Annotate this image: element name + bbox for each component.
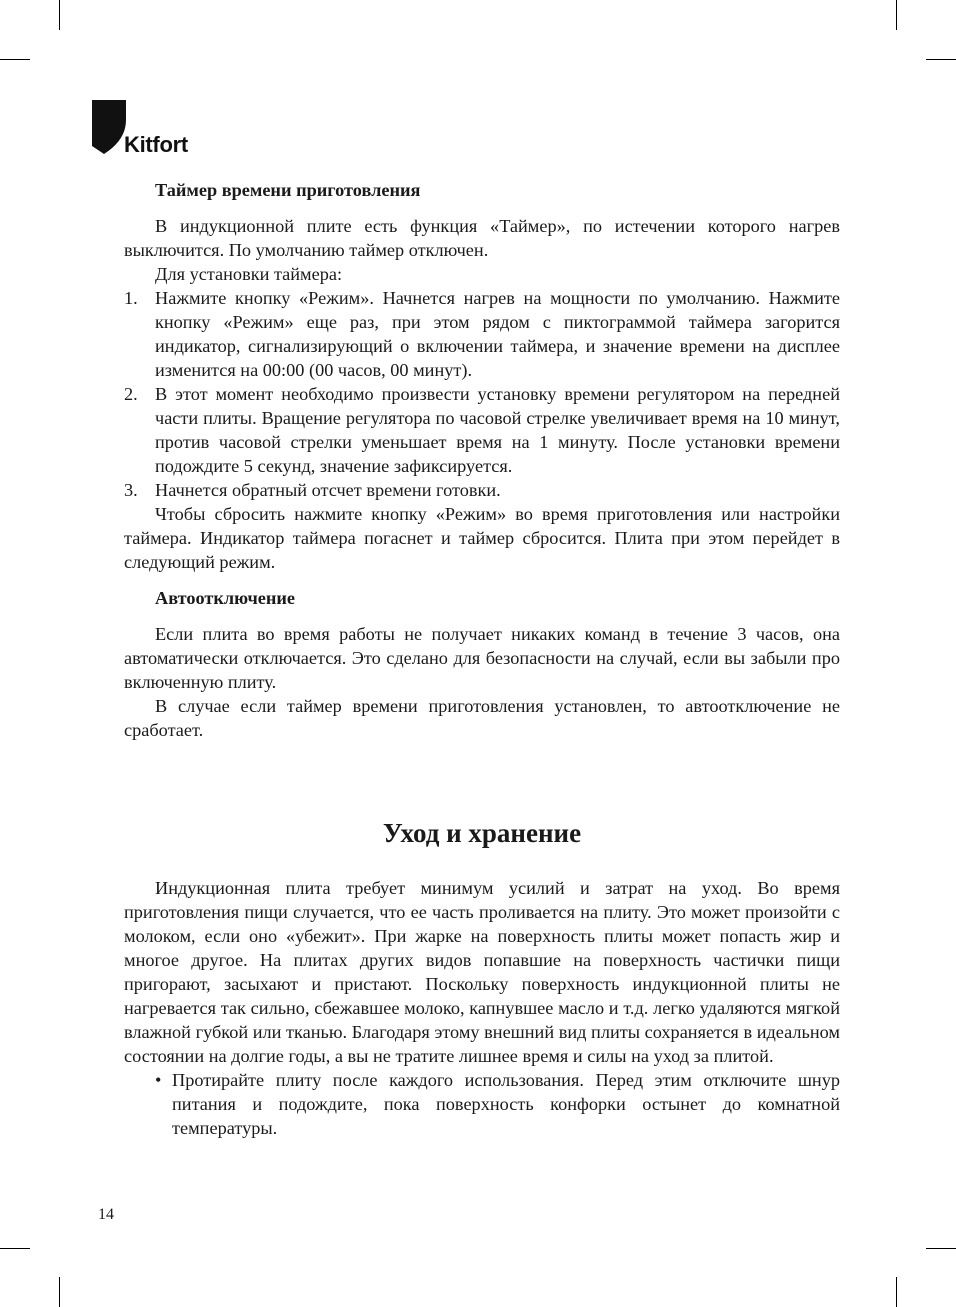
crop-mark (896, 0, 897, 30)
crop-mark (59, 1277, 60, 1307)
list-number: 1. (124, 288, 138, 308)
crop-mark (0, 59, 30, 60)
care-paragraph: Индукционная плита требует минимум усилий и затрат на уход. Во время приготовления пищи случается, что ее часть проливается на плиту. Это может произойти с молоком, если оно «убежит». При жарке на поверхность плиты может попасть жир и многое другое. На плитах других видов попавшие на поверхность частички пищи пригорают, засыхают и пристают. Поскольку поверхность индукционной плиты не нагревается так сильно, сбежавшее молоко, капнувшее масло и т.д. легко удаляются мягкой влажной губкой или тканью. Благодаря этому внешний вид плиты сохраняется в идеальном состоянии на долгие годы, а вы не тратите лишнее время и силы на уход за плитой. (124, 878, 840, 1066)
kitfort-logo-mark-icon (92, 100, 126, 156)
crop-mark (0, 1248, 30, 1249)
brand-name: Kitfort (124, 132, 188, 157)
timer-steps (124, 286, 840, 502)
list-text: Протирайте плиту после каждого использования. Перед этим отключите шнур питания и подождите, пока поверхность конфорки остынет до комнатной температуры. (172, 1070, 840, 1138)
timer-intro: В индукционной плите есть функция «Таймер», по истечении которого нагрев выключится. По умолчанию таймер отключен. (124, 216, 840, 260)
timer-reset-text: Чтобы сбросить нажмите кнопку «Режим» во время приготовления или настройки таймера. Индикатор таймера погаснет и таймер сбросится. Плита при этом перейдет в следующий режим. (124, 504, 840, 572)
list-item (124, 286, 840, 382)
list-number: 2. (124, 384, 138, 404)
page-content (124, 178, 840, 1140)
care-title: Уход и хранение (382, 818, 582, 848)
timer-setup-label: Для установки таймера: (155, 264, 343, 284)
list-text: Начнется обратный отсчет времени готовки. (155, 480, 501, 500)
list-item (124, 382, 840, 478)
crop-mark (926, 1248, 956, 1249)
care-bullets (124, 1068, 840, 1140)
list-text: В этот момент необходимо произвести установку времени регулятором на передней части плиты. Вращение регулятора по часовой стрелке увеличивает время на 10 минут, против часовой стрелки уменьшает время на 1 минуту. После установки времени подождите 5 секунд, значение зафиксируется. (155, 384, 840, 476)
page-number: 14 (98, 1206, 114, 1223)
list-text: Нажмите кнопку «Режим». Начнется нагрев на мощности по умолчанию. Нажмите кнопку «Режим» еще раз, при этом рядом с пиктограммой таймера загорится индикатор, сигнализирующий о включении таймера, и значение времени на дисплее изменится на 00:00 (00 часов, 00 минут). (155, 288, 840, 380)
autooff-heading: Автоотключение (155, 588, 296, 608)
list-item (124, 478, 840, 502)
list-item (124, 1068, 840, 1140)
bullet-icon: • (155, 1070, 162, 1090)
crop-mark (926, 59, 956, 60)
timer-heading: Таймер времени приготовления (155, 180, 421, 200)
autooff-paragraph-1: Если плита во время работы не получает никаких команд в течение 3 часов, она автоматически отключается. Это сделано для безопасности на случай, если вы забыли про включенную плиту. (124, 624, 840, 692)
kitfort-logo (92, 100, 202, 160)
list-number: 3. (124, 480, 138, 500)
crop-mark (896, 1277, 897, 1307)
crop-mark (59, 0, 60, 30)
autooff-paragraph-2: В случае если таймер времени приготовления установлен, то автоотключение не сработает. (124, 696, 840, 740)
